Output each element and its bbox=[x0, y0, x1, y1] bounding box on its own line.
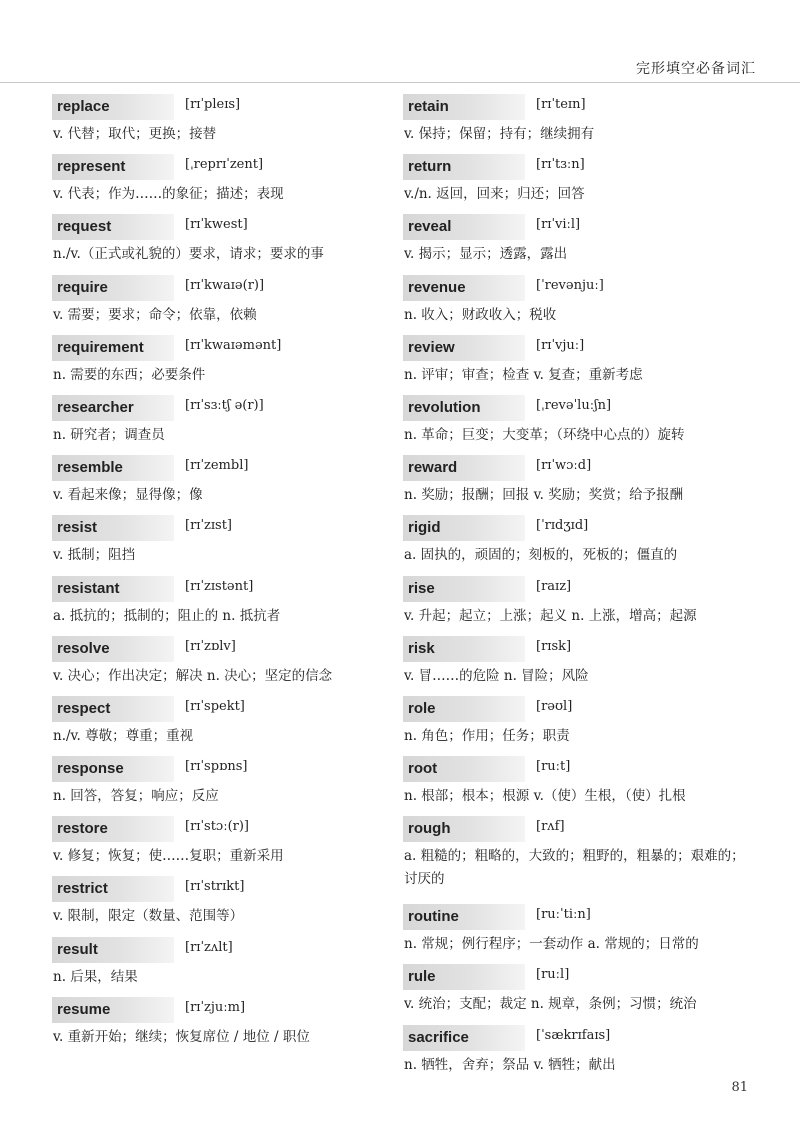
vocab-entry bbox=[403, 756, 753, 816]
phonetic: [rɪˈzɒlv] bbox=[185, 638, 236, 654]
phonetic: [rɪˈzʌlt] bbox=[185, 939, 233, 955]
headword: return bbox=[403, 154, 525, 180]
definition: n. 回答，答复；响应；反应 bbox=[53, 788, 219, 805]
left-column bbox=[52, 94, 402, 1057]
vocab-entry bbox=[403, 214, 753, 274]
vocab-entry bbox=[52, 756, 402, 816]
definition: n. 收入；财政收入；税收 bbox=[404, 306, 557, 323]
definition: n./v.（正式或礼貌的）要求，请求；要求的事 bbox=[53, 246, 324, 263]
phonetic: [rɪˈkwaɪəmənt] bbox=[185, 337, 282, 353]
vocab-entry bbox=[52, 335, 402, 395]
definition: n. 后果，结果 bbox=[53, 968, 138, 985]
headword: sacrifice bbox=[403, 1025, 525, 1051]
phonetic: [rɪˈzjuːm] bbox=[185, 999, 246, 1015]
definition: a. 抵抗的；抵制的；阻止的 n. 抵抗者 bbox=[53, 607, 281, 624]
headword: respect bbox=[52, 696, 174, 722]
headword: root bbox=[403, 756, 525, 782]
vocab-entry bbox=[52, 395, 402, 455]
phonetic: [rɪˈvjuː] bbox=[536, 337, 585, 353]
headword: requirement bbox=[52, 335, 174, 361]
headword: resemble bbox=[52, 455, 174, 481]
definition: a. 粗糙的；粗略的，大致的；粗野的，粗暴的；艰难的；讨厌的 bbox=[404, 848, 745, 888]
vocab-entry bbox=[52, 455, 402, 515]
phonetic: [rɪsk] bbox=[536, 638, 572, 654]
definition: v. 重新开始；继续；恢复席位 / 地位 / 职位 bbox=[53, 1028, 310, 1045]
vocab-entry bbox=[52, 515, 402, 575]
vocab-entry bbox=[403, 395, 753, 455]
definition: n. 根部；根本；根源 v.（使）生根，（使）扎根 bbox=[404, 788, 686, 805]
vocab-entry bbox=[403, 275, 753, 335]
headword: retain bbox=[403, 94, 525, 120]
phonetic: [rɪˈtɜːn] bbox=[536, 157, 585, 173]
phonetic: [rɪˈstrɪkt] bbox=[185, 879, 245, 895]
vocab-entry bbox=[52, 214, 402, 274]
vocab-entry bbox=[52, 876, 402, 936]
right-column bbox=[403, 94, 753, 1085]
phonetic: [ˈsækrɪfaɪs] bbox=[536, 1027, 611, 1043]
phonetic: [raɪz] bbox=[536, 578, 572, 594]
phonetic: [rɪˈzɪstənt] bbox=[185, 578, 254, 594]
headword: result bbox=[52, 937, 174, 963]
headword: replace bbox=[52, 94, 174, 120]
headword: routine bbox=[403, 904, 525, 930]
headword: resistant bbox=[52, 576, 174, 602]
headword: revenue bbox=[403, 275, 525, 301]
phonetic: [rɪˈteɪn] bbox=[536, 97, 586, 112]
vocab-entry bbox=[52, 94, 402, 154]
vocab-entry bbox=[403, 1025, 753, 1085]
phonetic: [rəʊl] bbox=[536, 698, 573, 714]
headword: risk bbox=[403, 636, 525, 662]
vocab-entry bbox=[52, 696, 402, 756]
definition: v. 统治；支配；裁定 n. 规章，条例；习惯；统治 bbox=[404, 996, 697, 1013]
headword: rise bbox=[403, 576, 525, 602]
headword: response bbox=[52, 756, 174, 782]
phonetic: [ruːl] bbox=[536, 967, 570, 983]
headword: resume bbox=[52, 997, 174, 1023]
phonetic: [rɪˈspekt] bbox=[185, 698, 245, 714]
definition: n. 奖励；报酬；回报 v. 奖励；奖赏；给予报酬 bbox=[404, 487, 684, 504]
phonetic: [ruːˈtiːn] bbox=[536, 907, 591, 923]
headword: represent bbox=[52, 154, 174, 180]
headword: request bbox=[52, 214, 174, 240]
headword: researcher bbox=[52, 395, 174, 421]
vocab-entry bbox=[403, 576, 753, 636]
phonetic: [rɪˈzɪst] bbox=[185, 518, 232, 534]
vocab-entry bbox=[52, 937, 402, 997]
phonetic: [rɪˈsɜːtʃ ə(r)] bbox=[185, 397, 264, 413]
headword: role bbox=[403, 696, 525, 722]
definition: v./n. 返回，回来；归还；回答 bbox=[404, 186, 585, 203]
phonetic: [ˌreprɪˈzent] bbox=[185, 157, 264, 173]
definition: v. 决心；作出决定；解决 n. 决心；坚定的信念 bbox=[53, 667, 333, 684]
phonetic: [ˈrevənjuː] bbox=[536, 277, 604, 293]
vocab-entry bbox=[403, 816, 753, 904]
phonetic: [ruːt] bbox=[536, 759, 571, 775]
headword: review bbox=[403, 335, 525, 361]
vocab-entry bbox=[52, 275, 402, 335]
definition: v. 保持；保留；持有；继续拥有 bbox=[404, 126, 595, 142]
headword: rigid bbox=[403, 515, 525, 541]
definition: v. 需要；要求；命令；依靠，依赖 bbox=[53, 306, 257, 323]
vocab-entry bbox=[52, 636, 402, 696]
phonetic: [rʌf] bbox=[536, 819, 565, 835]
phonetic: [rɪˈspɒns] bbox=[185, 759, 248, 775]
definition: n. 角色；作用；任务；职责 bbox=[404, 727, 570, 744]
headword: resolve bbox=[52, 636, 174, 662]
vocab-entry bbox=[52, 154, 402, 214]
vocab-entry bbox=[403, 154, 753, 214]
headword: rule bbox=[403, 964, 525, 990]
vocab-entry bbox=[403, 964, 753, 1024]
headword: restrict bbox=[52, 876, 174, 902]
phonetic: [rɪˈzembl] bbox=[185, 458, 249, 474]
definition: v. 揭示；显示；透露，露出 bbox=[404, 246, 568, 263]
vocab-entry bbox=[403, 696, 753, 756]
headword: reveal bbox=[403, 214, 525, 240]
definition: n. 研究者；调查员 bbox=[53, 426, 165, 443]
definition: n. 革命；巨变；大变革；（环绕中心点的）旋转 bbox=[404, 426, 685, 443]
phonetic: [rɪˈwɔːd] bbox=[536, 458, 592, 474]
definition: n. 牺牲，舍弃；祭品 v. 牺牲；献出 bbox=[404, 1056, 616, 1073]
vocab-entry bbox=[403, 94, 753, 154]
definition: n./v. 尊敬；尊重；重视 bbox=[53, 727, 194, 744]
vocab-entry bbox=[403, 515, 753, 575]
definition: v. 修复；恢复；使……复职；重新采用 bbox=[53, 848, 284, 865]
definition: v. 抵制；阻挡 bbox=[53, 547, 136, 564]
vocab-entry bbox=[403, 335, 753, 395]
definition: a. 固执的，顽固的；刻板的，死板的；僵直的 bbox=[404, 547, 678, 564]
vocab-entry bbox=[52, 816, 402, 876]
vocab-entry bbox=[403, 455, 753, 515]
headword: rough bbox=[403, 816, 525, 842]
phonetic: [rɪˈviːl] bbox=[536, 217, 581, 233]
headword: revolution bbox=[403, 395, 525, 421]
phonetic: [rɪˈstɔː(r)] bbox=[185, 819, 250, 835]
headword: reward bbox=[403, 455, 525, 481]
phonetic: [rɪˈkwaɪə(r)] bbox=[185, 277, 265, 293]
headword: require bbox=[52, 275, 174, 301]
definition: v. 看起来像；显得像；像 bbox=[53, 487, 203, 504]
header-divider bbox=[0, 82, 800, 83]
definition: v. 升起；起立；上涨；起义 n. 上涨，增高；起源 bbox=[404, 607, 697, 624]
vocab-entry bbox=[52, 576, 402, 636]
vocab-entry bbox=[52, 997, 402, 1057]
definition: v. 冒……的危险 n. 冒险；风险 bbox=[404, 667, 589, 684]
definition: n. 评审；审查；检查 v. 复查；重新考虑 bbox=[404, 366, 643, 383]
definition: n. 需要的东西；必要条件 bbox=[53, 366, 206, 383]
definition: v. 代替；取代；更换；接替 bbox=[53, 126, 217, 142]
phonetic: [rɪˈkwest] bbox=[185, 217, 248, 233]
phonetic: [ˌrevəˈluːʃn] bbox=[536, 397, 612, 413]
phonetic: [rɪˈpleɪs] bbox=[185, 97, 241, 112]
definition: n. 常规；例行程序；一套动作 a. 常规的；日常的 bbox=[404, 936, 699, 953]
vocab-entry bbox=[403, 636, 753, 696]
definition: v. 代表；作为……的象征；描述；表现 bbox=[53, 186, 284, 203]
headword: restore bbox=[52, 816, 174, 842]
page-number: 81 bbox=[731, 1080, 748, 1095]
definition: v. 限制，限定（数量、范围等） bbox=[53, 908, 244, 925]
headword: resist bbox=[52, 515, 174, 541]
phonetic: [ˈrɪdʒɪd] bbox=[536, 518, 589, 534]
vocab-entry bbox=[403, 904, 753, 964]
header-title: 完形填空必备词汇 bbox=[636, 61, 756, 77]
